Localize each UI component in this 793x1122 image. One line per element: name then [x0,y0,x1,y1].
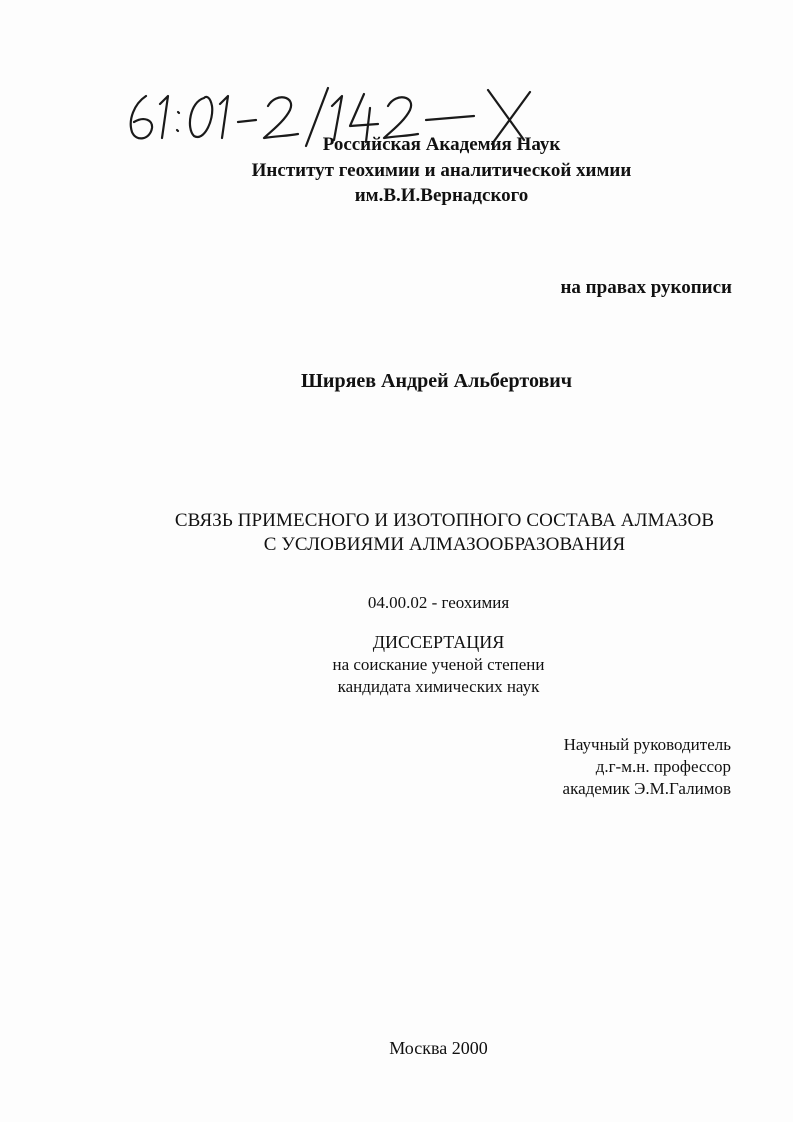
institute-namesake: им.В.И.Вернадского [354,185,529,206]
specialty-code: 04.00.02 - геохимия [367,593,510,612]
document-kind: ДИССЕРТАЦИЯ [372,632,505,652]
place-and-year: Москва 2000 [389,1038,488,1058]
institute-name: Институт геохимии и аналитической химии [251,160,632,181]
supervisor-name: академик Э.М.Галимов [562,779,731,798]
thesis-title-line-1: СВЯЗЬ ПРИМЕСНОГО И ИЗОТОПНОГО СОСТАВА АЛМАЗОВ [174,510,715,531]
supervisor-degree: д.г-м.н. профессор [595,757,731,776]
degree-line-1: на соискание ученой степени [332,655,545,674]
rights-note: на правах рукописи [560,277,732,298]
degree-line-2: кандидата химических наук [337,677,540,696]
thesis-title-line-2: С УСЛОВИЯМИ АЛМАЗООБРАЗОВАНИЯ [263,534,626,555]
organization-name: Российская Академия Наук [322,134,561,155]
supervisor-block [563,734,731,800]
supervisor-role: Научный руководитель [563,735,731,754]
author-name: Ширяев Андрей Альбертович [300,370,573,392]
